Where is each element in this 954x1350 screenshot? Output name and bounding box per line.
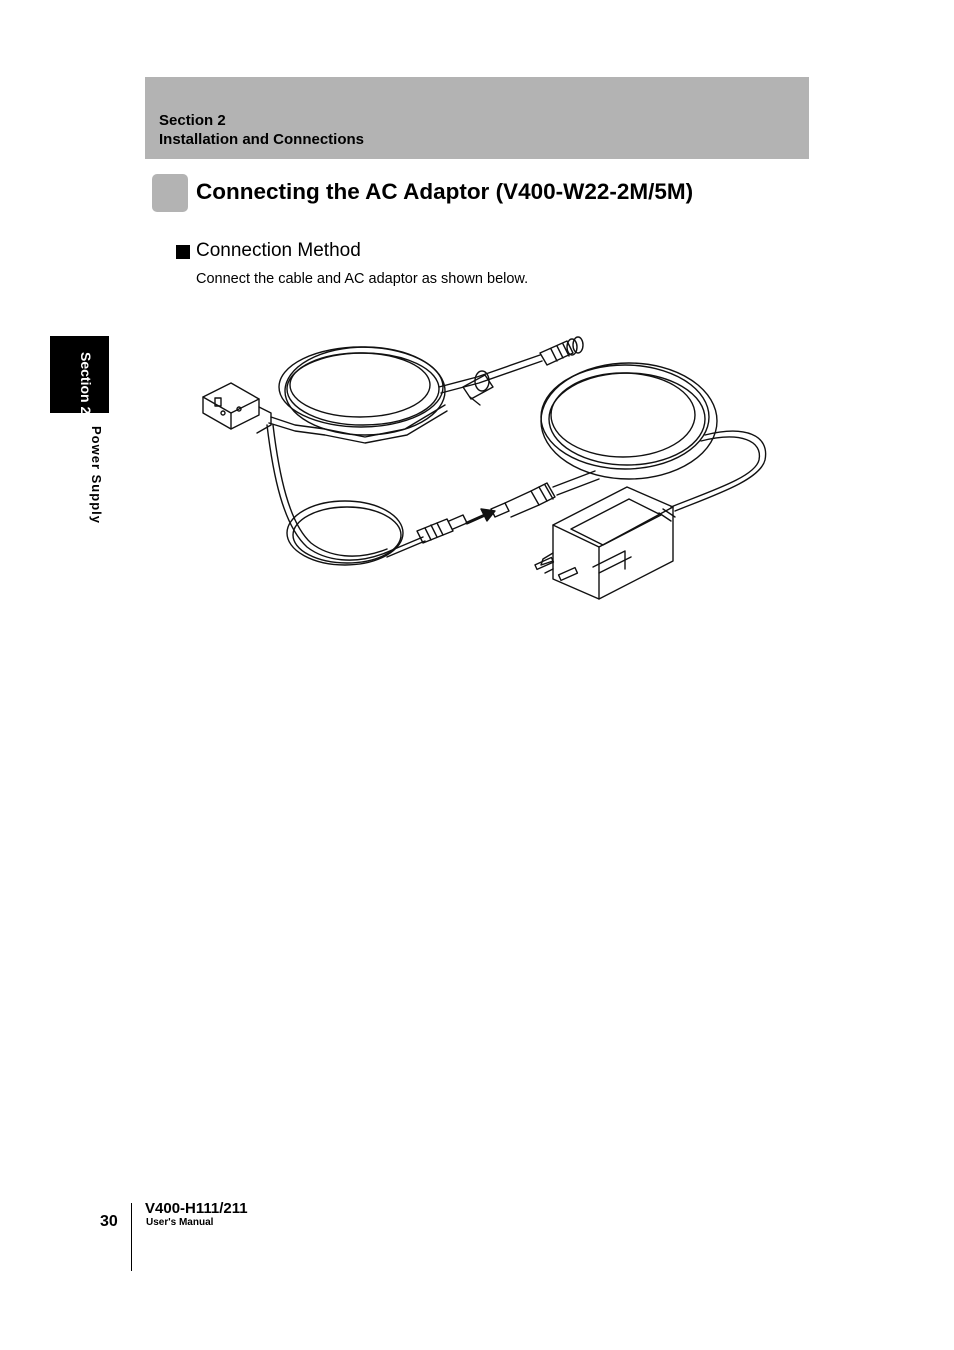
section-number: Section 2 <box>159 112 226 129</box>
page-title: Connecting the AC Adaptor (V400-W22-2M/5M) <box>196 179 694 204</box>
connection-arrow-icon <box>467 509 495 523</box>
ac-adaptor-connection-illustration <box>195 325 775 610</box>
title-marker <box>152 174 188 212</box>
circular-connector <box>540 337 583 365</box>
terminal-block-connector <box>203 383 271 433</box>
dc-plug-female <box>417 515 467 543</box>
side-topic-label: Power Supply <box>89 426 104 524</box>
section-header-band <box>145 77 809 159</box>
side-section-tab-label: Section 2 <box>78 352 94 415</box>
coiled-cable-right <box>541 363 717 479</box>
footer-manual-label: User's Manual <box>146 1217 214 1228</box>
instruction-text: Connect the cable and AC adaptor as shown below. <box>196 271 529 287</box>
coiled-cable-left <box>279 347 445 435</box>
subheading: Connection Method <box>196 240 361 261</box>
subheading-bullet-icon <box>176 245 190 259</box>
footer-model-name: V400-H111/211 <box>145 1200 248 1217</box>
footer-divider <box>131 1203 132 1271</box>
ac-adaptor-body <box>535 487 673 599</box>
dc-plug-male <box>491 483 555 517</box>
section-name: Installation and Connections <box>159 131 365 148</box>
page-number: 30 <box>100 1213 118 1230</box>
